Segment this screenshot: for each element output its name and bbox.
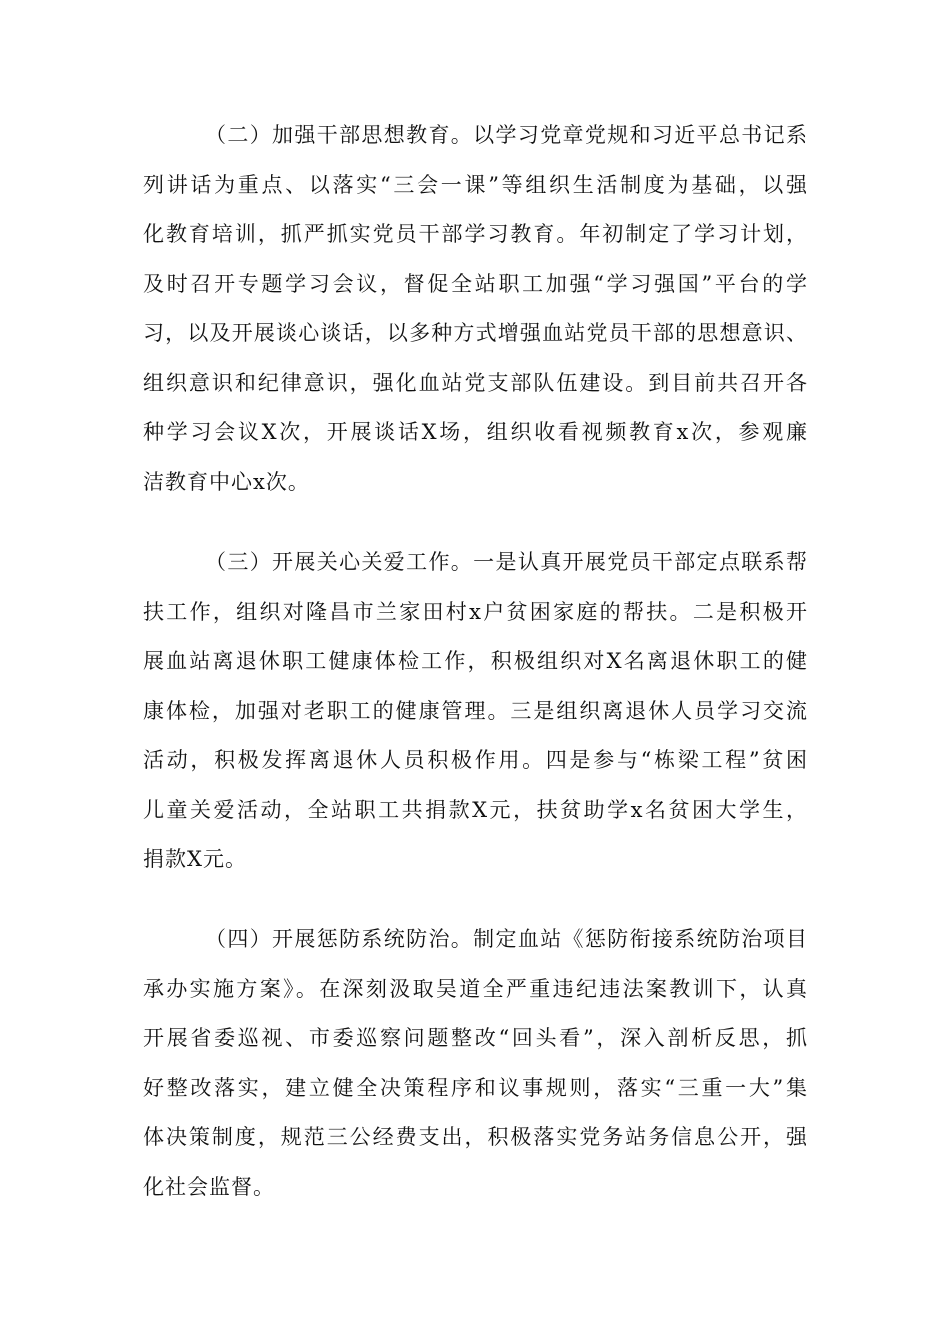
text-line: 列讲话为重点、以落实“三会一课”等组织生活制度为基础，以强 — [143, 172, 808, 197]
text-line: 儿童关爱活动，全站职工共捐款X元，扶贫助学x名贫困大学生， — [143, 797, 808, 822]
text-line: 组织意识和纪律意识，强化血站党支部队伍建设。到目前共召开各 — [143, 370, 808, 395]
text-line: （三）开展关心关爱工作。一是认真开展党员干部定点联系帮 — [205, 550, 808, 574]
text-line: 活动，积极发挥离退休人员积极作用。四是参与“栋梁工程”贫困 — [143, 748, 808, 772]
text-line: 承办实施方案》。在深刻汲取吴道全严重违纪违法案教训下，认真 — [143, 976, 808, 1001]
text-line: 洁教育中心x次。 — [143, 469, 310, 494]
text-line: 种学习会议X次，开展谈话X场，组织收看视频教育x次，参观廉 — [143, 420, 808, 444]
paragraph-thought-education — [143, 111, 808, 507]
paragraph-care-work — [143, 538, 808, 885]
text-line: 化教育培训，抓严抓实党员干部学习教育。年初制定了学习计划， — [143, 222, 808, 246]
text-line: 开展省委巡视、市委巡察问题整改“回头看”，深入剖析反思，抓 — [143, 1026, 808, 1050]
text-line: 体决策制度，规范三公经费支出，积极落实党务站务信息公开，强 — [143, 1125, 808, 1149]
text-line: （四）开展惩防系统防治。制定血站《惩防衔接系统防治项目 — [205, 927, 808, 951]
text-line: 习，以及开展谈心谈话，以多种方式增强血站党员干部的思想意识、 — [143, 321, 808, 345]
text-line: 化社会监督。 — [143, 1174, 275, 1199]
text-line: （二）加强干部思想教育。以学习党章党规和习近平总书记系 — [205, 123, 808, 147]
text-line: 及时召开专题学习会议，督促全站职工加强“学习强国”平台的学 — [143, 271, 808, 296]
text-line: 展血站离退休职工健康体检工作，积极组织对X名离退休职工的健 — [143, 649, 808, 673]
paragraph-prevention-system — [143, 915, 808, 1212]
text-line: 扶工作，组织对隆昌市兰家田村x户贫困家庭的帮扶。二是积极开 — [143, 599, 808, 624]
text-line: 捐款X元。 — [143, 847, 247, 871]
text-line: 好整改落实，建立健全决策程序和议事规则，落实“三重一大”集 — [143, 1075, 808, 1100]
text-line: 康体检，加强对老职工的健康管理。三是组织离退休人员学习交流 — [143, 698, 808, 723]
